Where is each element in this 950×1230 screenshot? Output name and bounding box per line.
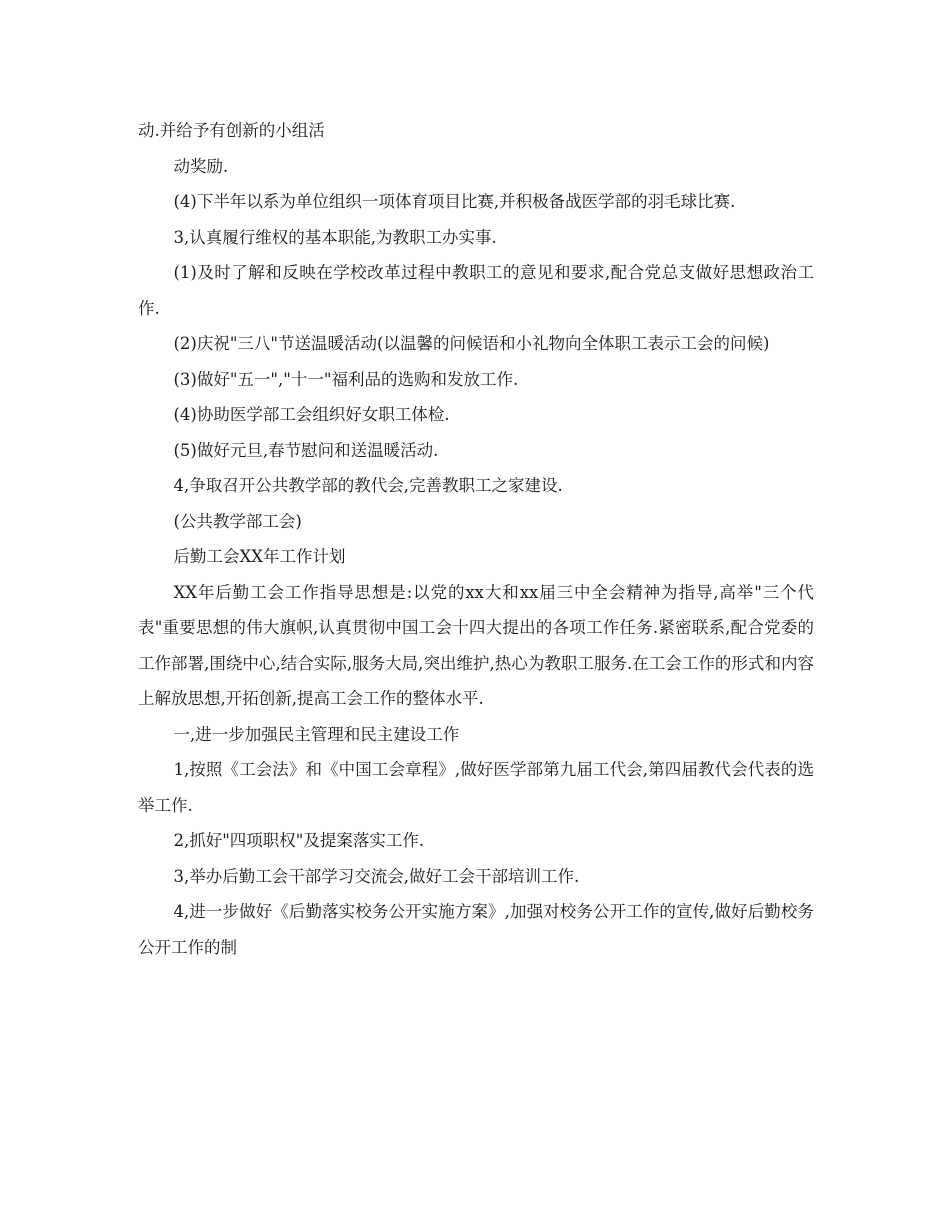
- paragraph-17: 3,举办后勤工会干部学习交流会,做好工会干部培训工作.: [173, 866, 580, 886]
- paragraph-7: (3)做好"五一","十一"福利品的选购和发放工作.: [173, 369, 519, 389]
- paragraph-5: (1)及时了解和反映在学校改革过程中教职工的意见和要求,配合党总支做好思想政治工作.: [138, 263, 814, 318]
- paragraph-3: (4)下半年以系为单位组织一项体育项目比赛,并积极备战医学部的羽毛球比赛.: [173, 192, 736, 211]
- paragraph-16: 2,抓好"四项职权"及提案落实工作.: [173, 831, 425, 850]
- paragraph-8: (4)协助医学部工会组织好女职工体检.: [173, 405, 450, 424]
- paragraph-2: 动奖励.: [173, 156, 229, 176]
- paragraph-11: (公共教学部工会): [173, 511, 302, 531]
- paragraph-10: 4,争取召开公共教学部的教代会,完善教职工之家建设.: [173, 476, 563, 495]
- section-heading: 后勤工会XX年工作计划: [173, 547, 346, 566]
- paragraph-6: (2)庆祝"三八"节送温暖活动(以温馨的问候语和小礼物向全体职工表示工会的问候): [173, 334, 770, 353]
- paragraph-18: 4,进一步做好《后勤落实校务公开实施方案》,加强对校务公开工作的宣传,做好后勤校务公开工作的制: [138, 902, 814, 957]
- paragraph-1: 动.并给予有创新的小组活: [138, 121, 325, 140]
- paragraph-13: XX年后勤工会工作指导思想是:以党的xx大和xx届三中全会精神为指导,高举"三个代表"重要思想的伟大旗帜,认真贯彻中国工会十四大提出的各项工作任务.紧密联系,配合党委的工作部署,围绕中心,结合实际,服务大局,突出维护,热心为教职工服务.在工会工作的形式和内容上解放思想,开拓创新,提高工会工作的整体水平.: [138, 582, 814, 708]
- paragraph-14: 一,进一步加强民主管理和民主建设工作: [173, 724, 460, 744]
- paragraph-15: 1,按照《工会法》和《中国工会章程》,做好医学部第九届工代会,第四届教代会代表的选举工作.: [138, 760, 814, 815]
- document-body: [138, 113, 814, 965]
- paragraph-4: 3,认真履行维权的基本职能,为教职工办实事.: [173, 227, 497, 247]
- paragraph-9: (5)做好元旦,春节慰问和送温暖活动.: [173, 440, 439, 460]
